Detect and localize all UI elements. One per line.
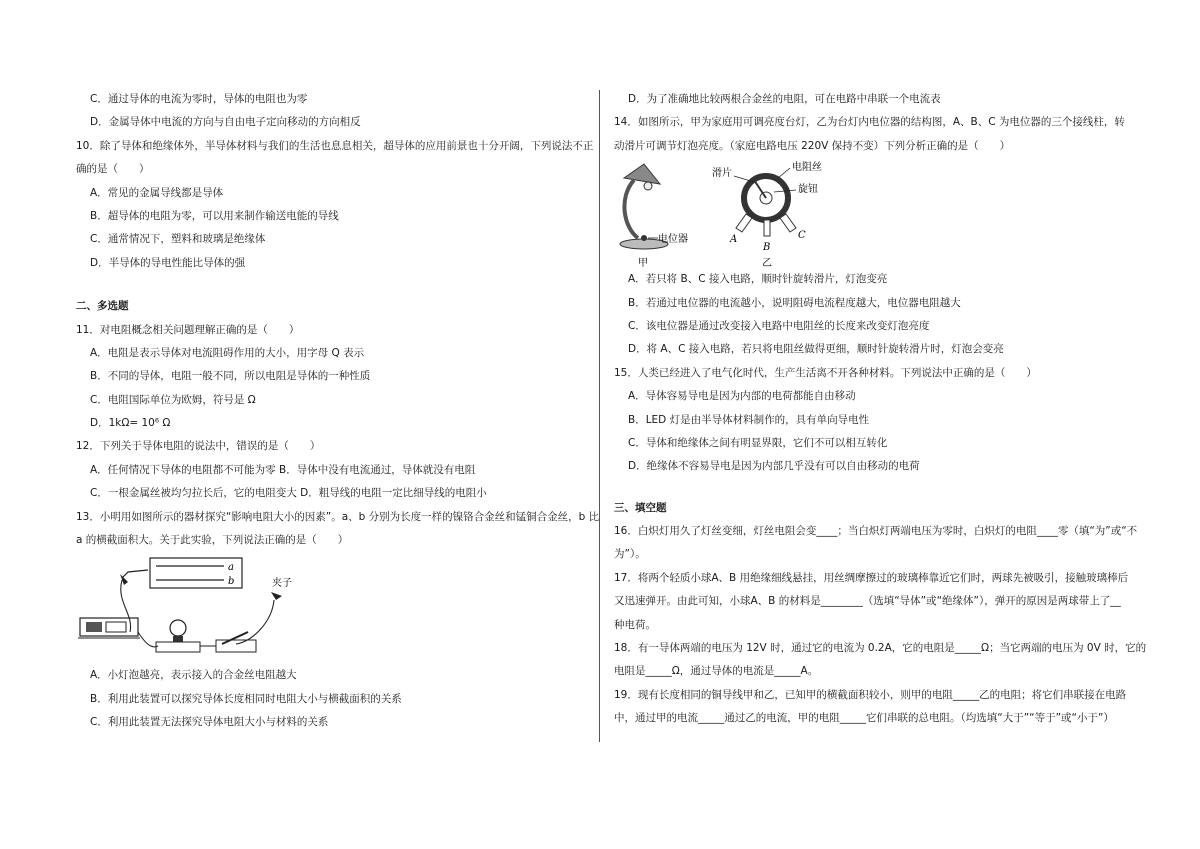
q11-stem: 11．对电阻概念相关问题理解正确的是（ ）	[76, 323, 300, 336]
q10-option-c: C．通常情况下，塑料和玻璃是绝缘体	[90, 233, 266, 246]
q9-option-d: D．金属导体中电流的方向与自由电子定向移动的方向相反	[90, 116, 361, 129]
q12-options-cd: C．一根金属丝被均匀拉长后，它的电阻变大 D．粗导线的电阻一定比细导线的电阻小	[90, 487, 487, 500]
q15-option-a: A．导体容易导电是因为内部的电荷都能自由移动	[628, 390, 856, 403]
q11-option-b: B．不同的导体，电阻一般不同，所以电阻是导体的一种性质	[90, 370, 371, 383]
terminal-b-label: B	[763, 242, 771, 254]
q12-stem: 12．下列关于导体电阻的说法中，错误的是（ ）	[76, 440, 321, 453]
q10-option-d: D．半导体的导电性能比导体的强	[90, 256, 246, 269]
q11-option-a: A．电阻是表示导体对电流阻碍作用的大小，用字母 Q 表示	[90, 346, 365, 359]
q14-option-a: A．若只将 B、C 接入电路，顺时针旋转滑片，灯泡变亮	[628, 273, 888, 286]
q14-option-b: B．若通过电位器的电流越小，说明阻碍电流程度越大，电位器电阻越大	[628, 296, 961, 309]
q14-option-d: D．将 A、C 接入电路，若只将电阻丝做得更细，顺时针旋转滑片时，灯泡会变亮	[628, 343, 1004, 356]
column-divider	[599, 90, 600, 742]
q13-stem: 13．小明用如图所示的器材探究“影响电阻大小的因素”。a、b 分别为长度一样的镍铬合金丝和锰铜合金丝，b 比	[76, 510, 600, 523]
clip-label: 夹子	[272, 578, 292, 590]
q17-line-1: 17．将两个轻质小球A、B 用绝缘细线悬挂，用丝绸摩擦过的玻璃棒靠近它们时，两球先被吸引，接触玻璃棒后	[614, 571, 1129, 584]
q19-line-1: 19．现有长度相同的铜导线甲和乙，已知甲的横截面积较小，则甲的电阻_____乙的电阻；将它们串联接在电路	[614, 688, 1127, 701]
q16-line-1: 16．白炽灯用久了灯丝变细，灯丝电阻会变____；当白炽灯两端电压为零时，白炽灯的电阻____零（填“为”或“不	[614, 525, 1138, 538]
q15-option-d: D．绝缘体不容易导电是因为内部几乎没有可以自由移动的电荷	[628, 460, 920, 473]
left-column	[76, 88, 600, 735]
potentiometer-label: 电位器	[658, 234, 688, 246]
q13-stem-cont: a 的横截面积大。关于此实验，下列说法正确的是（ ）	[76, 534, 349, 547]
q13-option-d: D．为了准确地比较两根合金丝的电阻，可在电路中串联一个电流表	[628, 93, 941, 105]
q14-stem: 14．如图所示，甲为家庭用可调亮度台灯，乙为台灯内电位器的结构图，A、B、C 为电位器的三个接线柱，转	[614, 116, 1125, 129]
terminal-c-label: C	[798, 230, 806, 242]
figure-jia-label: 甲	[638, 258, 648, 269]
q10-stem-cont: 确的是（ ）	[76, 163, 150, 176]
q11-option-c: C．电阻国际单位为欧姆，符号是 Ω	[90, 393, 256, 406]
q14-option-c: C．该电位器是通过改变接入电路中电阻丝的长度来改变灯泡亮度	[628, 319, 930, 332]
q17-line-2: 又迅速弹开。由此可知，小球A、B 的材料是________（选填“导体”或“绝缘体”），弹开的原因是两球带上了__	[614, 595, 1121, 608]
q18-line-1: 18．有一导体两端的电压为 12V 时，通过它的电流为 0.2A，它的电阻是_____Ω；当它两端的电压为 0V 时，它的	[614, 642, 1147, 655]
q13-circuit-figure	[76, 552, 596, 664]
resistance-wire-label: 电阻丝	[792, 162, 822, 174]
q13-option-c: C．利用此装置无法探究导体电阻大小与材料的关系	[90, 716, 329, 729]
q11-option-d: D．1kΩ= 10⁶ Ω	[90, 417, 171, 430]
section-heading-fill-in: 三、填空题	[614, 501, 667, 514]
right-column	[614, 88, 1147, 731]
q16-line-2: 为”）。	[614, 548, 646, 561]
slider-label: 滑片	[712, 168, 732, 180]
lamp-and-potentiometer-diagram	[614, 158, 864, 268]
q18-line-2: 电阻是_____Ω，通过导体的电流是_____A。	[614, 665, 819, 678]
wire-b-label: b	[228, 576, 235, 588]
circuit-diagram	[76, 552, 336, 664]
q10-stem: 10．除了导体和绝缘体外，半导体材料与我们的生活也息息相关，超导体的应用前景也十分开阔，下列说法不正	[76, 139, 594, 152]
q15-stem: 15．人类已经进入了电气化时代，生产生活离不开各种材料。下列说法中正确的是（ ）	[614, 366, 1037, 379]
q13-option-a: A．小灯泡越亮，表示接入的合金丝电阻越大	[90, 669, 297, 682]
q15-option-c: C．导体和绝缘体之间有明显界限，它们不可以相互转化	[628, 436, 888, 449]
q10-option-b: B．超导体的电阻为零，可以用来制作输送电能的导线	[90, 209, 339, 222]
q14-stem-cont: 动滑片可调节灯泡亮度。（家庭电路电压 220V 保持不变）下列分析正确的是（ ）	[614, 139, 1011, 152]
q12-options-ab: A．任何情况下导体的电阻都不可能为零 B．导体中没有电流通过，导体就没有电阻	[90, 463, 476, 476]
figure-yi-label: 乙	[762, 258, 772, 269]
wire-a-label: a	[228, 562, 234, 574]
q10-option-a: A．常见的金属导线都是导体	[90, 186, 224, 199]
knob-label: 旋钮	[798, 184, 818, 196]
q14-lamp-figure	[614, 158, 1134, 268]
q9-option-c: C．通过导体的电流为零时，导体的电阻也为零	[90, 93, 308, 105]
section-heading-multiple-choice: 二、多选题	[76, 300, 129, 313]
q19-line-2: 中，通过甲的电流_____通过乙的电流，甲的电阻_____它们串联的总电阻。（均选填“大于”“等于”或“小于”）	[614, 712, 1114, 725]
q15-option-b: B．LED 灯是由半导体材料制作的，具有单向导电性	[628, 413, 870, 426]
q13-option-b: B．利用此装置可以探究导体长度相同时电阻大小与横截面积的关系	[90, 692, 402, 705]
q17-line-3: 种电荷。	[614, 618, 656, 631]
terminal-a-label: A	[730, 234, 738, 246]
